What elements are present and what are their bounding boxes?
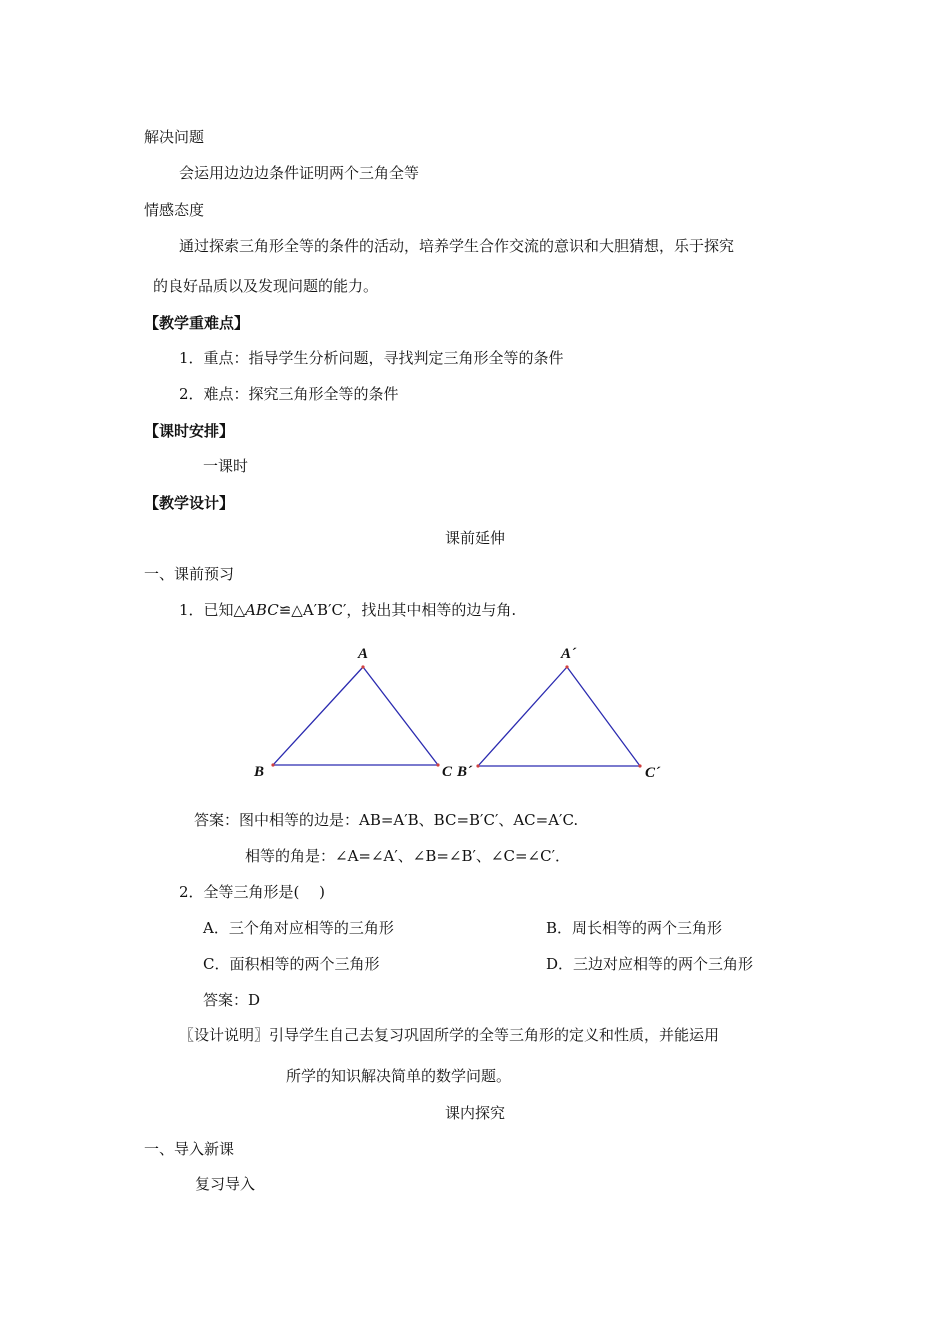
question-1 [179, 600, 516, 620]
key-point-1: 1．重点：指导学生分析问题，寻找判定三角形全等的条件 [179, 349, 564, 367]
key-point-2: 2．难点：探究三角形全等的条件 [179, 385, 399, 403]
section-title-preclass: 课前延伸 [444, 529, 505, 547]
label-b2: B´ [457, 764, 472, 780]
review-intro: 复习导入 [195, 1175, 256, 1193]
vertex-a-dot [361, 665, 364, 668]
triangle-a2b2c2 [456, 646, 661, 781]
preview-heading: 一、课前预习 [144, 565, 235, 583]
vertex-a2-dot [565, 665, 568, 668]
option-c: C．面积相等的两个三角形 [203, 955, 380, 973]
problem-solving-heading: 解决问题 [144, 128, 205, 146]
design-heading: 【教学设计】 [144, 494, 235, 512]
schedule-text: 一课时 [203, 457, 249, 475]
triangle-abc [253, 646, 453, 780]
key-points-heading: 【教学重难点】 [144, 314, 250, 332]
question-2: 2．全等三角形是( ) [179, 883, 326, 901]
design-note-2: 所学的知识解决简单的数学问题。 [286, 1067, 512, 1085]
intro-heading: 一、导入新课 [144, 1140, 235, 1158]
schedule-heading: 【课时安排】 [144, 422, 235, 440]
option-d: D．三边对应相等的两个三角形 [546, 955, 754, 973]
triangle-abc-outline [273, 667, 438, 765]
affect-text-2: 的良好品质以及发现问题的能力。 [153, 277, 379, 295]
label-c2: C´ [645, 765, 660, 781]
vertex-b2-dot [476, 764, 479, 767]
problem-solving-text: 会运用边边边条件证明两个三角全等 [179, 164, 420, 182]
vertex-b-dot [271, 763, 274, 766]
option-b: B．周长相等的两个三角形 [546, 919, 723, 937]
label-a: A [358, 646, 369, 662]
vertex-c-dot [436, 763, 439, 766]
answer-2: 答案：D [203, 991, 261, 1009]
answer-1-angles: 相等的角是：∠A=∠A′、∠B=∠B′、∠C=∠C′． [245, 847, 570, 865]
question-1-prefix: 1．已知△ [179, 601, 246, 619]
question-1-abc: ABC [245, 601, 279, 619]
question-1-rest: ≌△A′B′C′，找出其中相等的边与角. [278, 601, 517, 619]
section-title-inclass: 课内探究 [444, 1104, 505, 1122]
option-a: A．三个角对应相等的三角形 [203, 919, 394, 937]
congruent-triangles-figure [240, 638, 680, 788]
vertex-c2-dot [638, 764, 641, 767]
affect-text-1: 通过探索三角形全等的条件的活动，培养学生合作交流的意识和大胆猜想，乐于探究 [179, 237, 735, 255]
label-a2: A´ [561, 646, 576, 662]
label-c: C [442, 764, 453, 780]
answer-1-sides: 答案：图中相等的边是：AB=A′B、BC=B′C′、AC=A′C. [194, 811, 579, 829]
label-b: B [254, 764, 265, 780]
triangle-a2b2c2-outline [478, 667, 640, 766]
design-note-1: 〖设计说明〗引导学生自己去复习巩固所学的全等三角形的定义和性质，并能运用 [179, 1026, 720, 1044]
affect-heading: 情感态度 [144, 201, 205, 219]
